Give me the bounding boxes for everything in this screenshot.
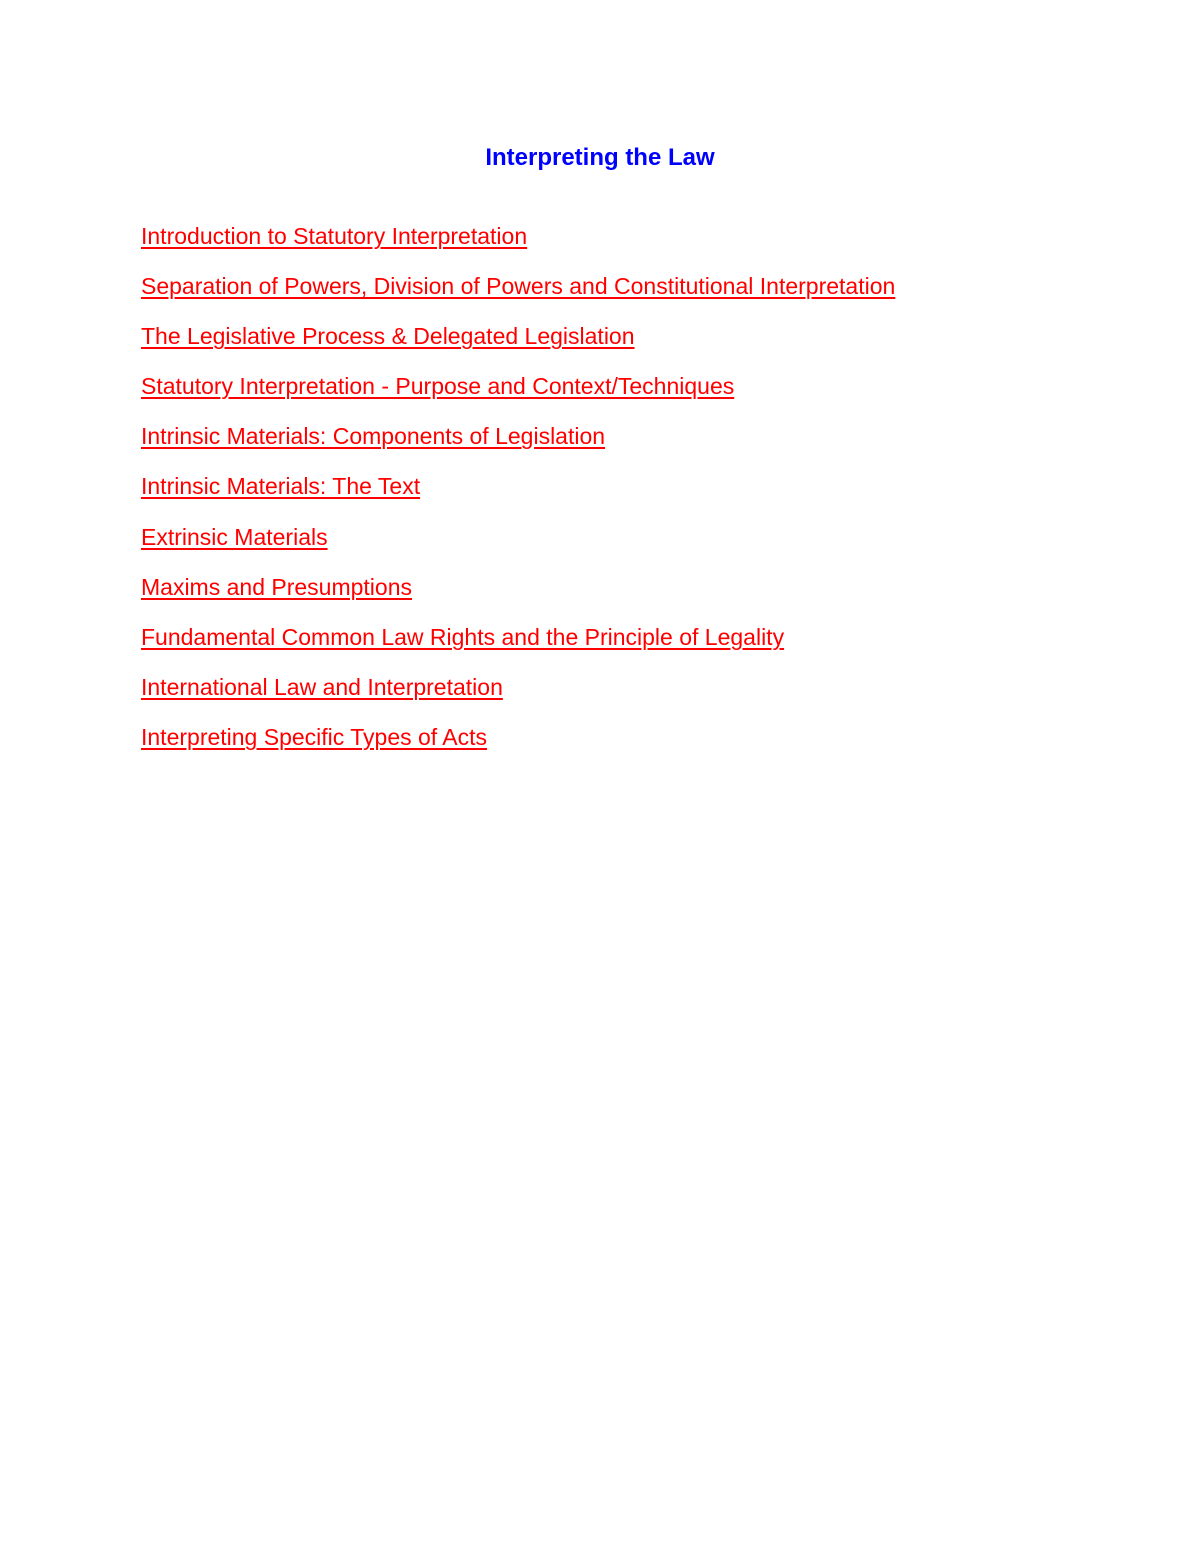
toc-item (141, 419, 895, 469)
table-of-contents (141, 219, 895, 770)
toc-link-the-text[interactable]: Intrinsic Materials: The Text (141, 473, 421, 500)
toc-item (141, 570, 895, 620)
toc-link-purpose-and-context[interactable]: Statutory Interpretation - Purpose and Context/Techniques (141, 373, 735, 400)
page-title: Interpreting the Law (485, 144, 715, 171)
toc-link-principle-of-legality[interactable]: Fundamental Common Law Rights and the Principle of Legality (141, 623, 785, 650)
toc-link-legislative-process[interactable]: The Legislative Process & Delegated Legislation (141, 323, 635, 350)
toc-link-separation-of-powers[interactable]: Separation of Powers, Division of Powers and Constitutional Interpretation (141, 273, 896, 300)
toc-link-components-of-legislation[interactable]: Intrinsic Materials: Components of Legislation (141, 423, 606, 450)
toc-item (141, 219, 895, 269)
toc-link-extrinsic-materials[interactable]: Extrinsic Materials (141, 523, 328, 550)
toc-item (141, 720, 895, 770)
toc-item (141, 269, 895, 319)
toc-item (141, 520, 895, 570)
toc-link-introduction[interactable]: Introduction to Statutory Interpretation (141, 223, 528, 249)
toc-item (141, 319, 895, 369)
toc-item (141, 620, 895, 670)
toc-link-maxims-and-presumptions[interactable]: Maxims and Presumptions (141, 573, 412, 600)
toc-item (141, 369, 895, 419)
toc-link-international-law[interactable]: International Law and Interpretation (141, 673, 503, 700)
toc-item (141, 469, 895, 519)
toc-item (141, 670, 895, 720)
toc-link-specific-types-of-acts[interactable]: Interpreting Specific Types of Acts (141, 723, 488, 750)
